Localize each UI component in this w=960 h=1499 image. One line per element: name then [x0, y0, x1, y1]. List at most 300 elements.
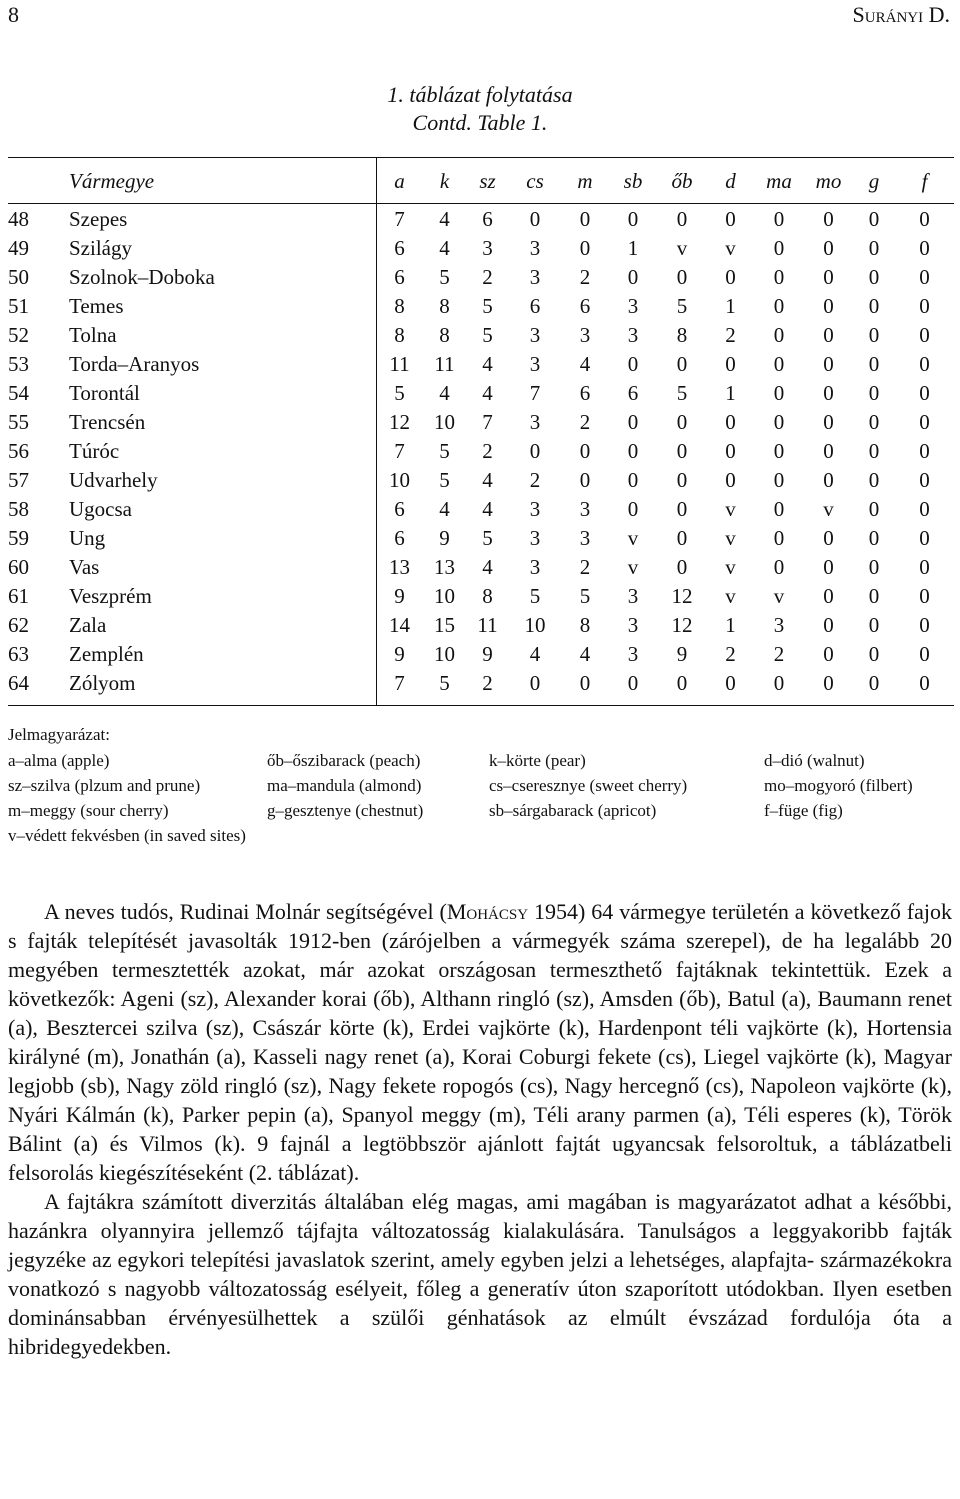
cell-cs: 0 — [529, 439, 541, 463]
cell-cs: 5 — [529, 584, 541, 608]
cell-őb: 0 — [676, 265, 688, 289]
table-row — [8, 524, 954, 553]
cell-a: 14 — [389, 613, 410, 637]
column-header: f — [921, 169, 928, 193]
cell-ma: 0 — [773, 207, 785, 231]
cell-f: 0 — [919, 352, 930, 376]
cell-sb: 3 — [627, 294, 639, 318]
row-number: 49 — [8, 236, 29, 260]
cell-m: 2 — [579, 555, 591, 579]
column-header: m — [577, 169, 593, 193]
column-header: sb — [623, 169, 643, 193]
county-name: Szolnok–Doboka — [69, 265, 215, 289]
cell-őb: 8 — [676, 323, 688, 347]
cell-mo: 0 — [823, 323, 834, 347]
cell-cs: 7 — [529, 381, 541, 405]
legend-body — [8, 748, 954, 823]
county-name: Zólyom — [69, 671, 136, 695]
cell-sb: 3 — [627, 584, 639, 608]
cell-ma: 0 — [773, 236, 785, 260]
body-text — [8, 897, 952, 1361]
cell-mo: 0 — [823, 294, 834, 318]
cell-d: 0 — [725, 439, 736, 463]
cell-sz: 2 — [482, 439, 493, 463]
cell-sz: 2 — [482, 265, 493, 289]
cell-f: 0 — [919, 526, 930, 550]
cell-ma: 0 — [773, 352, 785, 376]
county-name: Torda–Aranyos — [69, 352, 200, 376]
cell-a: 7 — [394, 439, 405, 463]
cell-g: 0 — [868, 642, 880, 666]
cell-k: 13 — [434, 555, 455, 579]
paragraph-1-start: A neves tudós, Rudinai Molnár segítségével ( — [44, 899, 447, 924]
legend-item: d–dió (walnut) — [764, 751, 865, 770]
row-number: 48 — [8, 207, 29, 231]
cell-sz: 5 — [482, 526, 493, 550]
cell-sb: 0 — [627, 439, 639, 463]
cell-a: 8 — [394, 294, 405, 318]
table-row — [8, 640, 954, 669]
table-row — [8, 379, 954, 408]
running-head-author: Surányi D. — [852, 2, 950, 27]
cell-d: 1 — [725, 381, 736, 405]
cell-a: 7 — [394, 671, 405, 695]
cell-m: 6 — [579, 294, 591, 318]
county-name: Veszprém — [69, 584, 152, 608]
cell-őb: 0 — [676, 468, 688, 492]
cell-a: 11 — [389, 352, 410, 376]
table-bottom-rule — [8, 705, 954, 706]
cell-ma: v — [773, 584, 785, 608]
cell-a: 9 — [394, 584, 405, 608]
cell-d: v — [725, 584, 736, 608]
cell-d: 0 — [725, 207, 736, 231]
page-number: 8 — [8, 2, 19, 27]
county-fruit-table — [8, 163, 954, 698]
table-body — [8, 199, 954, 698]
cell-k: 4 — [439, 497, 450, 521]
cell-d: 0 — [725, 265, 736, 289]
cell-f: 0 — [919, 236, 930, 260]
legend-item: g–gesztenye (chestnut) — [267, 801, 424, 820]
county-name: Udvarhely — [69, 468, 158, 492]
cell-cs: 3 — [529, 526, 541, 550]
cell-sz: 9 — [482, 642, 493, 666]
county-name: Trencsén — [69, 410, 146, 434]
cell-mo: v — [823, 497, 834, 521]
county-name: Ung — [69, 526, 106, 550]
cell-őb: 12 — [671, 584, 693, 608]
cell-őb: 0 — [676, 207, 688, 231]
row-number: 51 — [8, 294, 29, 318]
cell-m: 2 — [579, 410, 591, 434]
cell-mo: 0 — [823, 642, 834, 666]
column-header: őb — [671, 169, 693, 193]
cell-sz: 3 — [482, 236, 493, 260]
cell-cs: 4 — [529, 642, 541, 666]
cell-f: 0 — [919, 671, 930, 695]
table-row — [8, 350, 954, 379]
cell-a: 6 — [394, 265, 405, 289]
cell-m: 8 — [579, 613, 591, 637]
cell-a: 10 — [389, 468, 410, 492]
cell-ma: 0 — [773, 294, 785, 318]
cell-sz: 4 — [482, 381, 493, 405]
cell-sb: 0 — [627, 352, 639, 376]
cell-mo: 0 — [823, 468, 834, 492]
cell-m: 4 — [579, 642, 591, 666]
cell-k: 5 — [439, 671, 450, 695]
county-name: Zala — [69, 613, 107, 637]
cell-cs: 2 — [529, 468, 541, 492]
cell-sz: 11 — [477, 613, 498, 637]
cell-sb: v — [627, 555, 639, 579]
cell-ma: 0 — [773, 468, 785, 492]
cell-f: 0 — [919, 207, 930, 231]
cell-mo: 0 — [823, 613, 834, 637]
cell-g: 0 — [868, 613, 880, 637]
legend — [8, 722, 954, 849]
cell-sz: 6 — [482, 207, 493, 231]
column-header: mo — [815, 169, 842, 193]
cell-sz: 2 — [482, 671, 493, 695]
table-header-row — [8, 163, 954, 199]
cell-ma: 0 — [773, 439, 785, 463]
cell-m: 0 — [579, 671, 591, 695]
cell-cs: 3 — [529, 323, 541, 347]
cell-g: 0 — [868, 294, 880, 318]
table-row — [8, 582, 954, 611]
cell-f: 0 — [919, 294, 930, 318]
table-row — [8, 234, 954, 263]
cell-sb: 0 — [627, 468, 639, 492]
legend-row — [8, 748, 954, 773]
cell-ma: 0 — [773, 555, 785, 579]
cell-cs: 3 — [529, 265, 541, 289]
cell-d: 0 — [725, 671, 736, 695]
citation-author: Mohácsy — [446, 899, 529, 924]
cell-sb: 3 — [627, 642, 639, 666]
county-name: Szepes — [69, 207, 128, 231]
cell-k: 8 — [439, 323, 450, 347]
column-header: k — [439, 169, 450, 193]
cell-mo: 0 — [823, 555, 834, 579]
column-header: cs — [526, 169, 544, 193]
cell-őb: 0 — [676, 352, 688, 376]
cell-m: 3 — [579, 526, 591, 550]
cell-mo: 0 — [823, 439, 834, 463]
cell-g: 0 — [868, 584, 880, 608]
table-row — [8, 199, 954, 234]
cell-k: 4 — [439, 381, 450, 405]
cell-mo: 0 — [823, 265, 834, 289]
cell-sz: 4 — [482, 468, 493, 492]
cell-cs: 0 — [529, 207, 541, 231]
cell-g: 0 — [868, 352, 880, 376]
cell-d: v — [725, 526, 736, 550]
cell-sz: 4 — [482, 352, 493, 376]
county-name: Torontál — [69, 381, 140, 405]
cell-g: 0 — [868, 526, 880, 550]
row-number: 54 — [8, 381, 29, 405]
cell-a: 13 — [389, 555, 410, 579]
cell-m: 0 — [579, 439, 591, 463]
row-number: 55 — [8, 410, 29, 434]
cell-m: 6 — [579, 381, 591, 405]
cell-d: v — [725, 236, 736, 260]
county-name: Temes — [69, 294, 124, 318]
cell-ma: 0 — [773, 497, 785, 521]
cell-mo: 0 — [823, 410, 834, 434]
cell-mo: 0 — [823, 381, 834, 405]
table-top-rule — [8, 157, 954, 158]
cell-cs: 6 — [529, 294, 541, 318]
cell-sz: 4 — [482, 555, 493, 579]
cell-m: 3 — [579, 497, 591, 521]
cell-m: 0 — [579, 207, 591, 231]
cell-őb: 5 — [676, 294, 688, 318]
cell-sb: 0 — [627, 207, 639, 231]
table-row — [8, 408, 954, 437]
cell-d: 0 — [725, 352, 736, 376]
cell-f: 0 — [919, 497, 930, 521]
table-row — [8, 321, 954, 350]
cell-sz: 7 — [482, 410, 493, 434]
cell-f: 0 — [919, 439, 930, 463]
cell-m: 4 — [579, 352, 591, 376]
cell-f: 0 — [919, 584, 930, 608]
page-header — [8, 2, 950, 32]
cell-g: 0 — [868, 323, 880, 347]
legend-item: f–füge (fig) — [764, 801, 843, 820]
cell-m: 2 — [579, 265, 591, 289]
cell-g: 0 — [868, 468, 880, 492]
county-name: Ugocsa — [69, 497, 132, 521]
paragraph-1-rest: 1954) 64 vármegye területén a következő fajok s fajták telepítését javasolták 1912-ben (zárójelben a vármegyék száma szerepel), de ha legalább 20 megyében termesztették azokat, már azokat országosan termeszthető fajtáknak tekintettük. Ezek a következők: Ageni (sz), Alexander korai (őb), Althann ringló (sz), Amsden (őb), Batul (a), Baumann renet (a), Besztercei szilva (sz), Császár körte (k), Erdei vajkörte (k), Hardenpont téli vajkörte (k), Hortensia királyné (m), Jonathán (a), Kasseli nagy renet (a), Korai Coburgi fekete (cs), Liegel vajkörte (k), Magyar legjobb (sb), Nagy zöld ringló (sz), Nagy fekete ropogós (cs), Nagy hercegnő (cs), Napoleon vajkörte (k), Nyári Kálmán (k), Parker pepin (a), Spanyol meggy (m), Téli arany parmen (a), Téli esperes (k), Török Bálint (a) és Vilmos (k). 9 fajnál a legtöbbször ajánlott fajtát ugyancsak felsoroltuk, a táblázatbeli felsorolás kiegészítéseként (2. táblázat). — [8, 899, 953, 1185]
cell-f: 0 — [919, 323, 930, 347]
cell-sb: 0 — [627, 497, 639, 521]
cell-d: 0 — [725, 468, 736, 492]
legend-row — [8, 798, 954, 823]
cell-ma: 0 — [773, 265, 785, 289]
row-number: 59 — [8, 526, 29, 550]
cell-d: 1 — [725, 613, 736, 637]
legend-item: m–meggy (sour cherry) — [8, 801, 169, 820]
cell-f: 0 — [919, 555, 930, 579]
cell-k: 5 — [439, 468, 450, 492]
cell-d: v — [725, 497, 736, 521]
legend-item: mo–mogyoró (filbert) — [764, 776, 913, 795]
legend-item: a–alma (apple) — [8, 751, 110, 770]
cell-sb: 3 — [627, 323, 639, 347]
cell-a: 6 — [394, 526, 405, 550]
cell-k: 4 — [439, 207, 450, 231]
cell-m: 0 — [579, 236, 591, 260]
cell-a: 12 — [389, 410, 410, 434]
legend-table — [8, 748, 954, 823]
cell-f: 0 — [919, 468, 930, 492]
cell-cs: 3 — [529, 410, 541, 434]
cell-sz: 5 — [482, 323, 493, 347]
cell-k: 10 — [434, 584, 455, 608]
cell-őb: 0 — [676, 439, 688, 463]
county-name: Zemplén — [69, 642, 144, 666]
table-row — [8, 553, 954, 582]
row-number: 53 — [8, 352, 29, 376]
cell-f: 0 — [919, 613, 930, 637]
cell-sb: 0 — [627, 410, 639, 434]
row-number: 64 — [8, 671, 29, 695]
table-row — [8, 437, 954, 466]
cell-m: 5 — [579, 584, 591, 608]
cell-g: 0 — [868, 236, 880, 260]
cell-őb: 9 — [676, 642, 688, 666]
cell-f: 0 — [919, 642, 930, 666]
cell-m: 0 — [579, 468, 591, 492]
cell-cs: 3 — [529, 497, 541, 521]
table-row — [8, 495, 954, 524]
table-caption-en: Contd. Table 1. — [412, 110, 548, 135]
row-number: 63 — [8, 642, 29, 666]
column-header: g — [868, 169, 880, 193]
row-number: 58 — [8, 497, 29, 521]
county-name: Túróc — [69, 439, 120, 463]
cell-őb: v — [676, 236, 688, 260]
table-caption-hu: 1. táblázat folytatása — [387, 82, 573, 107]
paragraph-1 — [8, 897, 952, 1187]
cell-k: 10 — [434, 642, 455, 666]
cell-k: 5 — [439, 265, 450, 289]
row-number: 57 — [8, 468, 29, 492]
legend-title: Jelmagyarázat: — [8, 725, 110, 744]
cell-ma: 0 — [773, 381, 785, 405]
row-number: 52 — [8, 323, 29, 347]
cell-g: 0 — [868, 439, 880, 463]
column-header: d — [725, 169, 736, 193]
cell-cs: 3 — [529, 352, 541, 376]
cell-k: 9 — [439, 526, 450, 550]
row-number: 62 — [8, 613, 29, 637]
cell-ma: 0 — [773, 671, 785, 695]
county-name: Tolna — [69, 323, 117, 347]
cell-k: 8 — [439, 294, 450, 318]
table-row — [8, 611, 954, 640]
cell-ma: 3 — [773, 613, 785, 637]
legend-row — [8, 773, 954, 798]
cell-mo: 0 — [823, 352, 834, 376]
cell-cs: 3 — [529, 236, 541, 260]
cell-mo: 0 — [823, 526, 834, 550]
cell-ma: 0 — [773, 410, 785, 434]
cell-f: 0 — [919, 265, 930, 289]
cell-g: 0 — [868, 381, 880, 405]
cell-sz: 8 — [482, 584, 493, 608]
column-header: sz — [479, 169, 496, 193]
cell-sb: 6 — [627, 381, 639, 405]
cell-mo: 0 — [823, 671, 834, 695]
cell-sb: 3 — [627, 613, 639, 637]
cell-d: 2 — [725, 642, 736, 666]
cell-sb: 0 — [627, 671, 639, 695]
cell-d: 1 — [725, 294, 736, 318]
cell-őb: 0 — [676, 526, 688, 550]
cell-g: 0 — [868, 207, 880, 231]
column-header-county: Vármegye — [69, 169, 155, 193]
row-number: 60 — [8, 555, 29, 579]
cell-sb: 1 — [627, 236, 639, 260]
cell-g: 0 — [868, 555, 880, 579]
cell-sz: 5 — [482, 294, 493, 318]
legend-item: k–körte (pear) — [489, 751, 586, 770]
cell-sz: 4 — [482, 497, 493, 521]
row-number: 61 — [8, 584, 29, 608]
cell-g: 0 — [868, 410, 880, 434]
cell-k: 10 — [434, 410, 455, 434]
cell-ma: 0 — [773, 323, 785, 347]
cell-sb: v — [627, 526, 639, 550]
column-header: a — [394, 169, 405, 193]
cell-k: 15 — [434, 613, 455, 637]
cell-mo: 0 — [823, 207, 834, 231]
column-header: ma — [766, 169, 792, 193]
county-name: Szilágy — [69, 236, 132, 260]
cell-k: 5 — [439, 439, 450, 463]
legend-extra: v–védett fekvésben (in saved sites) — [8, 826, 246, 845]
row-number: 56 — [8, 439, 29, 463]
cell-őb: 5 — [676, 381, 688, 405]
cell-sb: 0 — [627, 265, 639, 289]
cell-g: 0 — [868, 497, 880, 521]
cell-a: 9 — [394, 642, 405, 666]
cell-őb: 0 — [676, 671, 688, 695]
cell-őb: 0 — [676, 555, 688, 579]
cell-d: 0 — [725, 410, 736, 434]
cell-d: v — [725, 555, 736, 579]
cell-k: 4 — [439, 236, 450, 260]
cell-a: 6 — [394, 497, 405, 521]
cell-d: 2 — [725, 323, 736, 347]
cell-cs: 3 — [529, 555, 541, 579]
table-row — [8, 466, 954, 495]
cell-a: 5 — [394, 381, 405, 405]
cell-m: 3 — [579, 323, 591, 347]
legend-item: sb–sárgabarack (apricot) — [489, 801, 657, 820]
legend-item: őb–őszibarack (peach) — [267, 751, 421, 770]
legend-item: cs–cseresznye (sweet cherry) — [489, 776, 688, 795]
cell-őb: 12 — [671, 613, 693, 637]
cell-cs: 10 — [524, 613, 546, 637]
cell-a: 6 — [394, 236, 405, 260]
cell-g: 0 — [868, 671, 880, 695]
county-name: Vas — [69, 555, 100, 579]
cell-k: 11 — [434, 352, 455, 376]
cell-őb: 0 — [676, 497, 688, 521]
cell-g: 0 — [868, 265, 880, 289]
row-number: 50 — [8, 265, 29, 289]
cell-f: 0 — [919, 381, 930, 405]
paragraph-2: A fajtákra számított diverzitás általában elég magas, ami magában is magyarázatot adhat a későbbi, hazánkra olyannyira jellemző tájfajta változatosság kialakulására. Tanulságos a leggyakoribb fajták jegyzéke az egykori telepítési javaslatok szerint, amely egyben jelzi a lehetséges, alapfajta- származékokra vonatkozó s nagyobb változatosság esélyeit, főleg a generatív úton szaporított utódokban. Ilyen esetben dominánsabban érvényesülhettek a szülői génhatások az elmúlt évszázad fordulója óta a hibridegyedekben. — [8, 1189, 952, 1359]
cell-f: 0 — [919, 410, 930, 434]
cell-ma: 0 — [773, 526, 785, 550]
cell-cs: 0 — [529, 671, 541, 695]
cell-mo: 0 — [823, 236, 834, 260]
table-row — [8, 292, 954, 321]
cell-a: 7 — [394, 207, 405, 231]
table-row — [8, 263, 954, 292]
table-row — [8, 669, 954, 698]
cell-őb: 0 — [676, 410, 688, 434]
legend-item: ma–mandula (almond) — [267, 776, 422, 795]
